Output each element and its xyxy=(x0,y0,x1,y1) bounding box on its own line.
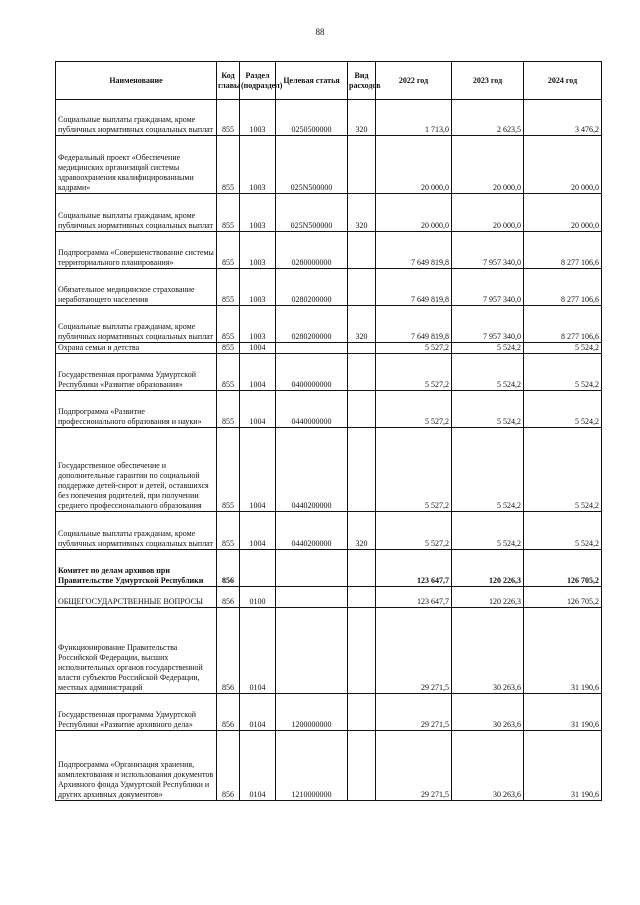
cell-expense xyxy=(348,354,376,391)
cell-y2023: 30 263,6 xyxy=(452,694,524,731)
cell-code: 855 xyxy=(217,428,240,512)
table-row xyxy=(56,550,602,587)
header-name: Наименование xyxy=(56,62,217,100)
cell-y2024: 20 000,0 xyxy=(524,194,602,232)
cell-section: 1003 xyxy=(240,269,276,306)
cell-name: Подпрограмма «Совершенствование системы территориального планирования» xyxy=(56,232,217,269)
cell-y2024: 5 524,2 xyxy=(524,354,602,391)
cell-y2023: 7 957 340,0 xyxy=(452,306,524,343)
cell-section: 1003 xyxy=(240,136,276,194)
cell-name: Охрана семьи и детства xyxy=(56,343,217,354)
header-expense: Вид расходов xyxy=(348,62,376,100)
page-number: 88 xyxy=(315,27,325,37)
cell-code: 855 xyxy=(217,306,240,343)
cell-name: Государственная программа Удмуртской Республики «Развитие образования» xyxy=(56,354,217,391)
cell-y2023: 5 524,2 xyxy=(452,428,524,512)
cell-target: 0440200000 xyxy=(276,512,348,550)
cell-y2024: 3 476,2 xyxy=(524,100,602,136)
table-row xyxy=(56,306,602,343)
table-row xyxy=(56,587,602,608)
cell-expense xyxy=(348,550,376,587)
cell-code: 855 xyxy=(217,343,240,354)
cell-section: 0100 xyxy=(240,587,276,608)
cell-y2023: 20 000,0 xyxy=(452,136,524,194)
cell-section: 1003 xyxy=(240,306,276,343)
table-row xyxy=(56,428,602,512)
cell-code: 855 xyxy=(217,100,240,136)
cell-y2023: 120 226,3 xyxy=(452,587,524,608)
cell-y2023: 30 263,6 xyxy=(452,731,524,801)
cell-y2022: 29 271,5 xyxy=(376,731,452,801)
cell-y2023: 5 524,2 xyxy=(452,343,524,354)
cell-section: 0104 xyxy=(240,608,276,694)
cell-y2023: 30 263,6 xyxy=(452,608,524,694)
cell-section: 0104 xyxy=(240,694,276,731)
cell-y2024: 5 524,2 xyxy=(524,391,602,428)
cell-target: 0250500000 xyxy=(276,100,348,136)
cell-target xyxy=(276,343,348,354)
cell-y2022: 29 271,5 xyxy=(376,694,452,731)
cell-y2024: 126 705,2 xyxy=(524,587,602,608)
cell-name: ОБЩЕГОСУДАРСТВЕННЫЕ ВОПРОСЫ xyxy=(56,587,217,608)
cell-expense xyxy=(348,391,376,428)
cell-y2023: 5 524,2 xyxy=(452,391,524,428)
cell-section: 1003 xyxy=(240,194,276,232)
cell-name: Функционирование Правительства Российской Федерации, высших исполнительных органов государственной власти субъектов Российской Федерации, местных администраций xyxy=(56,608,217,694)
header-section: Раздел (подраздел) xyxy=(240,62,276,100)
cell-code: 855 xyxy=(217,194,240,232)
cell-name: Федеральный проект «Обеспечение медицинских организаций системы здравоохранения квалифицированными кадрами» xyxy=(56,136,217,194)
table-row xyxy=(56,136,602,194)
header-2022: 2022 год xyxy=(376,62,452,100)
table-row xyxy=(56,391,602,428)
cell-y2022: 5 527,2 xyxy=(376,343,452,354)
cell-name: Государственная программа Удмуртской Республики «Развитие архивного дела» xyxy=(56,694,217,731)
cell-name: Комитет по делам архивов при Правительстве Удмуртской Республики xyxy=(56,550,217,587)
cell-target xyxy=(276,608,348,694)
cell-section: 1004 xyxy=(240,428,276,512)
cell-target: 0440000000 xyxy=(276,391,348,428)
cell-expense xyxy=(348,428,376,512)
cell-expense: 320 xyxy=(348,194,376,232)
cell-name: Государственное обеспечение и дополнительные гарантии по социальной поддержке детей-сирот и детей, оставшихся без попечения родителей, при получении среднего профессионального образования xyxy=(56,428,217,512)
table-row xyxy=(56,269,602,306)
cell-y2024: 5 524,2 xyxy=(524,343,602,354)
cell-code: 855 xyxy=(217,391,240,428)
cell-target: 0440200000 xyxy=(276,428,348,512)
cell-code: 856 xyxy=(217,587,240,608)
cell-expense: 320 xyxy=(348,512,376,550)
cell-y2023: 5 524,2 xyxy=(452,512,524,550)
cell-code: 855 xyxy=(217,269,240,306)
table-row xyxy=(56,354,602,391)
cell-name: Подпрограмма «Развитие профессионального образования и науки» xyxy=(56,391,217,428)
cell-target: 025N500000 xyxy=(276,136,348,194)
cell-y2024: 5 524,2 xyxy=(524,512,602,550)
cell-y2024: 31 190,6 xyxy=(524,731,602,801)
cell-expense: 320 xyxy=(348,306,376,343)
table-row xyxy=(56,731,602,801)
table-header xyxy=(56,62,602,100)
cell-y2023: 20 000,0 xyxy=(452,194,524,232)
header-2024: 2024 год xyxy=(524,62,602,100)
cell-y2022: 1 713,0 xyxy=(376,100,452,136)
cell-y2023: 7 957 340,0 xyxy=(452,232,524,269)
cell-code: 856 xyxy=(217,608,240,694)
cell-name: Социальные выплаты гражданам, кроме публичных нормативных социальных выплат xyxy=(56,100,217,136)
cell-y2022: 7 649 819,8 xyxy=(376,306,452,343)
cell-name: Социальные выплаты гражданам, кроме публичных нормативных социальных выплат xyxy=(56,194,217,232)
header-chapter: Код главы xyxy=(217,62,240,100)
header-2023: 2023 год xyxy=(452,62,524,100)
cell-target: 1200000000 xyxy=(276,694,348,731)
cell-expense xyxy=(348,731,376,801)
header-target: Целевая статья xyxy=(276,62,348,100)
cell-y2022: 20 000,0 xyxy=(376,194,452,232)
table-row xyxy=(56,232,602,269)
cell-expense xyxy=(348,587,376,608)
cell-target xyxy=(276,587,348,608)
cell-target: 0280000000 xyxy=(276,232,348,269)
cell-target: 1210000000 xyxy=(276,731,348,801)
cell-y2024: 8 277 106,6 xyxy=(524,306,602,343)
table-row xyxy=(56,100,602,136)
cell-name: Обязательное медицинское страхование неработающего населения xyxy=(56,269,217,306)
table-row xyxy=(56,512,602,550)
cell-y2023: 120 226,3 xyxy=(452,550,524,587)
cell-y2024: 126 705,2 xyxy=(524,550,602,587)
cell-y2024: 31 190,6 xyxy=(524,694,602,731)
cell-target: 0400000000 xyxy=(276,354,348,391)
cell-y2023: 5 524,2 xyxy=(452,354,524,391)
cell-expense xyxy=(348,608,376,694)
cell-y2022: 123 647,7 xyxy=(376,587,452,608)
cell-y2024: 8 277 106,6 xyxy=(524,232,602,269)
cell-section: 1004 xyxy=(240,512,276,550)
cell-section: 1003 xyxy=(240,232,276,269)
cell-y2024: 5 524,2 xyxy=(524,428,602,512)
cell-y2022: 29 271,5 xyxy=(376,608,452,694)
cell-y2022: 20 000,0 xyxy=(376,136,452,194)
cell-code: 855 xyxy=(217,512,240,550)
cell-target xyxy=(276,550,348,587)
cell-code: 855 xyxy=(217,232,240,269)
cell-expense: 320 xyxy=(348,100,376,136)
cell-name: Подпрограмма «Организация хранения, комплектования и использования документов Архивного фонда Удмуртской Республики и других архивных документов» xyxy=(56,731,217,801)
cell-y2023: 2 623,5 xyxy=(452,100,524,136)
cell-code: 855 xyxy=(217,354,240,391)
cell-code: 856 xyxy=(217,731,240,801)
cell-target: 0280200000 xyxy=(276,306,348,343)
cell-y2023: 7 957 340,0 xyxy=(452,269,524,306)
cell-y2022: 5 527,2 xyxy=(376,512,452,550)
cell-name: Социальные выплаты гражданам, кроме публичных нормативных социальных выплат xyxy=(56,306,217,343)
cell-y2022: 5 527,2 xyxy=(376,428,452,512)
cell-code: 855 xyxy=(217,136,240,194)
cell-section xyxy=(240,550,276,587)
cell-code: 856 xyxy=(217,694,240,731)
cell-name: Социальные выплаты гражданам, кроме публичных нормативных социальных выплат xyxy=(56,512,217,550)
cell-section: 1004 xyxy=(240,343,276,354)
cell-expense xyxy=(348,269,376,306)
table-row xyxy=(56,343,602,354)
cell-section: 1004 xyxy=(240,354,276,391)
cell-target: 0280200000 xyxy=(276,269,348,306)
table-row xyxy=(56,194,602,232)
table-row xyxy=(56,694,602,731)
cell-y2022: 7 649 819,8 xyxy=(376,269,452,306)
cell-y2022: 123 647,7 xyxy=(376,550,452,587)
cell-expense xyxy=(348,232,376,269)
cell-target: 025N500000 xyxy=(276,194,348,232)
table-row xyxy=(56,608,602,694)
cell-section: 1004 xyxy=(240,391,276,428)
cell-y2022: 5 527,2 xyxy=(376,391,452,428)
cell-section: 1003 xyxy=(240,100,276,136)
cell-y2024: 8 277 106,6 xyxy=(524,269,602,306)
cell-section: 0104 xyxy=(240,731,276,801)
budget-table xyxy=(55,61,602,801)
cell-y2024: 31 190,6 xyxy=(524,608,602,694)
cell-y2024: 20 000,0 xyxy=(524,136,602,194)
cell-y2022: 5 527,2 xyxy=(376,354,452,391)
cell-code: 856 xyxy=(217,550,240,587)
cell-y2022: 7 649 819,8 xyxy=(376,232,452,269)
cell-expense xyxy=(348,694,376,731)
cell-expense xyxy=(348,343,376,354)
cell-expense xyxy=(348,136,376,194)
